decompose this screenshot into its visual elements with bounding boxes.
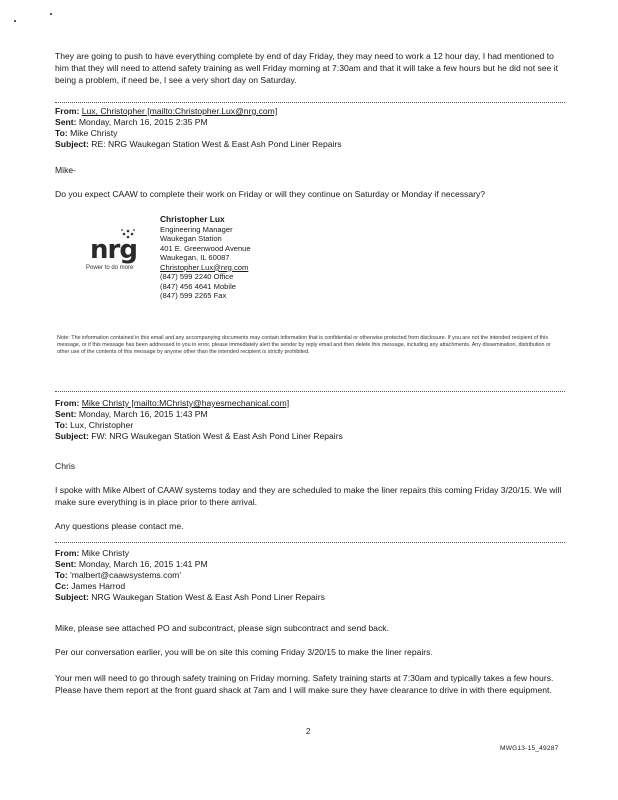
- body-block: [55, 672, 565, 696]
- signature-block: [86, 214, 390, 305]
- to-label: To:: [55, 420, 68, 430]
- cc-label: Cc:: [55, 581, 69, 591]
- greeting: Mike-: [55, 165, 77, 175]
- to-value: Lux, Christopher: [70, 420, 134, 430]
- subject-label: Subject:: [55, 431, 89, 441]
- email-body: Per our conversation earlier, you will be on site this coming Friday 3/20/15 to make the liner repairs.: [55, 647, 433, 657]
- separator: [55, 391, 565, 392]
- email-body: Do you expect CAAW to complete their work on Friday or will they continue on Saturday or Monday if necessary?: [55, 189, 486, 199]
- from-label: From:: [55, 398, 80, 408]
- signature-mobile-phone: (847) 456 4641 Mobile: [160, 281, 236, 291]
- signature-office-phone: (847) 599 2240 Office: [160, 272, 234, 281]
- logo-wordmark: nrg: [90, 235, 137, 265]
- to-value: 'malbert@caawsystems.com': [70, 570, 181, 580]
- cc-value: James Harrod: [71, 581, 126, 591]
- separator: [55, 542, 565, 543]
- from-value[interactable]: Mike Christy [mailto:MChristy@hayesmechanical.com]: [81, 398, 290, 408]
- from-value: Mike Christy: [81, 548, 130, 558]
- email-body: Your men will need to go through safety training on Friday morning. Safety training starts at 7:30am and typically takes a few hours. Please have them report at the front guard shack at 7am and I will make sure they have clearance to drive in with there equipment.: [55, 673, 554, 695]
- greeting-block: [55, 164, 565, 176]
- greeting-block: [55, 460, 565, 472]
- subject-value: RE: NRG Waukegan Station West & East Ash Pond Liner Repairs: [91, 139, 342, 149]
- email-header-2: [55, 106, 565, 150]
- greeting: Chris: [55, 461, 76, 471]
- sent-label: Sent:: [55, 117, 77, 127]
- signature-lines: [160, 215, 251, 301]
- body-block: [55, 188, 565, 200]
- page-number: 2: [306, 727, 311, 736]
- email-body: I spoke with Mike Albert of CAAW systems today and they are scheduled to make the liner repairs this coming Friday 3/20/15. We will make sure everything is in place prior to there arrival.: [55, 485, 562, 507]
- scan-speck: [50, 13, 52, 15]
- bates-number: MWG13-15_49287: [500, 745, 559, 752]
- to-label: To:: [55, 570, 68, 580]
- body-block: [55, 622, 565, 634]
- sent-value: Monday, March 16, 2015 1:41 PM: [78, 559, 208, 569]
- signature-fax: (847) 599 2265 Fax: [160, 291, 227, 300]
- email-header-3: [55, 398, 565, 442]
- signature-address-1: 401 E. Greenwood Avenue: [160, 243, 251, 253]
- sent-value: Monday, March 16, 2015 2:35 PM: [78, 117, 208, 127]
- scan-speck: [14, 20, 16, 22]
- from-value[interactable]: Lux, Christopher [mailto:Christopher.Lux@nrg.com]: [81, 106, 278, 116]
- from-label: From:: [55, 548, 80, 558]
- to-value: Mike Christy: [70, 128, 118, 138]
- subject-value: NRG Waukegan Station West & East Ash Pond Liner Repairs: [91, 592, 325, 602]
- email-header-4: [55, 548, 565, 603]
- body-block: [55, 646, 565, 658]
- signature-name: Christopher Lux: [160, 214, 225, 224]
- separator: [55, 102, 565, 103]
- signature-station: Waukegan Station: [160, 234, 222, 243]
- sent-label: Sent:: [55, 409, 77, 419]
- top-paragraph: They are going to push to have everything complete by end of day Friday, they may need to work a 12 hour day, I had mentioned to him that they will need to attend safety training as well Friday morning at 7:30am and that it will take a few hours but he did not see it being a problem, if need be, I see a very short day on Saturday.: [55, 51, 559, 85]
- subject-label: Subject:: [55, 592, 89, 602]
- subject-value: FW: NRG Waukegan Station West & East Ash Pond Liner Repairs: [91, 431, 343, 441]
- signature-address-2: Waukegan, IL 60087: [160, 253, 230, 262]
- to-label: To:: [55, 128, 68, 138]
- confidentiality-notice: Note: The information contained in this email and any accompanying documents may contain information that is confidential or otherwise protected from disclosure. If you are not the intended recipient of this message, or if this message has been addressed to you in error, please immediately alert the sender by reply email and then delete this message, including any attachments. Any dissemination, distribution or other use of the contents of this message by anyone other than the intended recipient is strictly prohibited.: [57, 335, 551, 355]
- signature-title: Engineering Manager: [160, 224, 233, 234]
- sent-label: Sent:: [55, 559, 77, 569]
- signature-email[interactable]: Christopher.Lux@nrg.com: [160, 262, 249, 272]
- top-paragraph-block: [55, 50, 565, 86]
- from-label: From:: [55, 106, 80, 116]
- sent-value: Monday, March 16, 2015 1:43 PM: [78, 409, 208, 419]
- subject-label: Subject:: [55, 139, 89, 149]
- body-block: [55, 484, 565, 508]
- nrg-logo: [86, 221, 150, 281]
- body-block: [55, 520, 565, 532]
- logo-tagline: Power to do more: [86, 265, 134, 271]
- email-body: Mike, please see attached PO and subcontract, please sign subcontract and send back.: [55, 623, 389, 633]
- email-body: Any questions please contact me.: [55, 521, 184, 531]
